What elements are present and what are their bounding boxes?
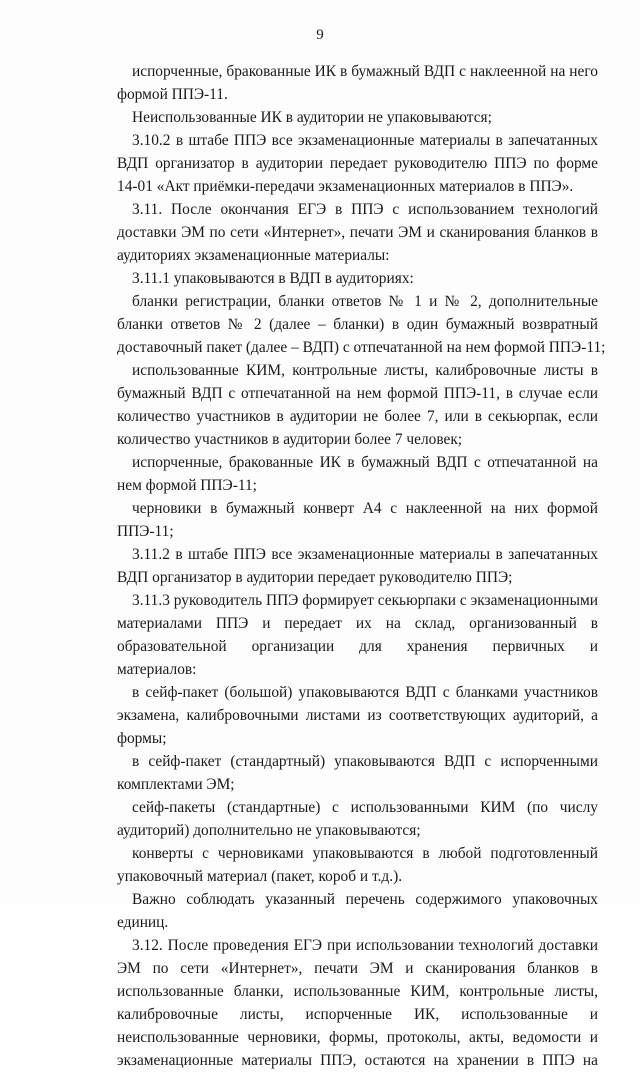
text-line: аудиторий) дополнительно не упаковываются; [117,822,421,839]
text-line: сейф-пакеты (стандартные) с использованными КИМ (по числу [132,799,598,816]
text-line: 3.11.2 в штабе ППЭ все экзаменационные материалы в запечатанных [132,546,598,563]
text-line: бланки ответов № 2 (далее – бланки) в один бумажный возвратный [117,316,598,333]
text-line: использованные бланки, использованные КИМ, контрольные листы, [117,983,598,1000]
text-line: ППЭ-11; [117,523,174,540]
text-line: формы; [117,730,167,747]
text-line: 3.12. После проведения ЕГЭ при использовании технологий доставки [132,937,598,954]
text-line: в сейф-пакет (стандартный) упаковываются ВДП с испорченными [132,753,598,770]
text-line: количество участников в аудитории не более 7, или в секьюрпак, если [117,408,598,425]
text-line: 3.11. После окончания ЕГЭ в ППЭ с использованием технологий [132,201,598,218]
text-line: испорченные, бракованные ИК в бумажный ВДП с наклеенной на него [132,63,598,80]
page-number: 9 [316,27,324,43]
text-line: упаковочный материал (пакет, короб и т.д.). [117,868,403,885]
document-body [117,60,606,1072]
text-line: Неиспользованные ИК в аудитории не упаковываются; [132,109,492,126]
text-line: 3.11.3 руководитель ППЭ формирует секьюрпаки с экзаменационными [132,592,598,609]
text-line: ВДП организатор в аудитории передает руководителю ППЭ по форме [117,155,598,172]
text-line: нем формой ППЭ-11; [117,477,257,494]
text-line: бланки регистрации, бланки ответов № 1 и № 2, дополнительные [132,293,598,310]
text-line: доставки ЭМ по сети «Интернет», печати ЭМ и сканирования бланков в [117,224,598,241]
text-line: калибровочные листы, испорченные ИК, использованные и [117,1006,598,1023]
text-line: материалами ППЭ и передает их на склад, организованный в [117,615,598,632]
text-line: в сейф-пакет (большой) упаковываются ВДП с бланками участников [132,684,598,701]
text-line: ЭМ по сети «Интернет», печати ЭМ и сканирования бланков в [117,960,598,977]
text-line: доставочный пакет (далее – ВДП) с отпечатанной на нем формой ППЭ-11; [117,339,606,356]
text-line: 14-01 «Акт приёмки-передачи экзаменационных материалов в ППЭ». [117,178,574,195]
text-line: формой ППЭ-11. [117,86,228,103]
text-line: ВДП организатор в аудитории передает руководителю ППЭ; [117,569,513,586]
text-line: комплектами ЭМ; [117,776,235,793]
text-line: конверты с черновиками упаковываются в любой подготовленный [132,845,598,862]
text-line: аудиториях экзаменационные материалы: [117,247,390,264]
text-line: 3.10.2 в штабе ППЭ все экзаменационные материалы в запечатанных [132,132,598,149]
text-line: количество участников в аудитории более 7 человек; [117,431,463,448]
text-line: образовательной организации для хранения первичных и [117,638,598,655]
text-line: экзаменационные материалы ППЭ, остаются на хранении в ППЭ на [117,1052,598,1069]
text-line: испорченные, бракованные ИК в бумажный ВДП с отпечатанной на [132,454,598,471]
text-line: единиц. [117,914,169,931]
text-line: материалов: [117,661,197,678]
text-line: черновики в бумажный конверт А4 с наклеенной на них формой [132,500,598,517]
text-line: 3.11.1 упаковываются в ВДП в аудиториях: [132,270,414,287]
text-line: неиспользованные черновики, формы, протоколы, акты, ведомости и [117,1029,598,1046]
text-line: использованные КИМ, контрольные листы, калибровочные листы в [132,362,598,379]
text-line: Важно соблюдать указанный перечень содержимого упаковочных [132,891,598,908]
text-line: бумажный ВДП с отпечатанной на нем формой ППЭ-11, в случае если [117,385,598,402]
text-line: экзамена, калибровочными листами из соответствующих аудиторий, а [117,707,598,724]
